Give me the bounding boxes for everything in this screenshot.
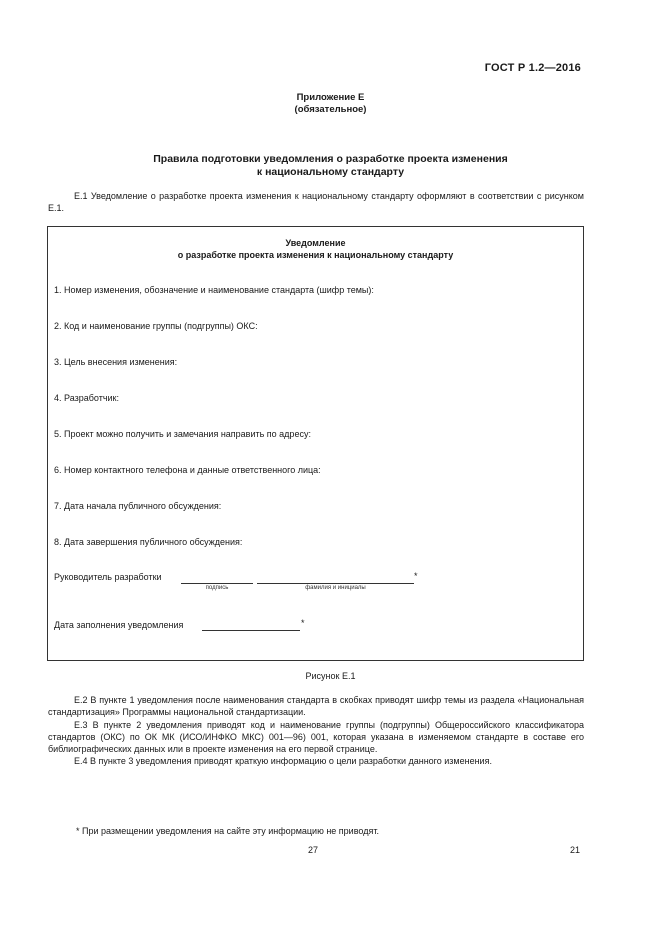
page-number-center: 27: [308, 845, 319, 855]
notice-item-6: 6. Номер контактного телефона и данные ответственного лица:: [54, 465, 321, 475]
notice-form: [47, 226, 584, 661]
signature-caption: подпись: [205, 585, 229, 591]
paragraph-e2: Е.2 В пункте 1 уведомления после наименования стандарта в скобках приводят шифр темы из раздела «Национальная стандартизация» Программы национальной стандартизации.: [48, 695, 584, 718]
page-number-right: 21: [570, 845, 581, 855]
notice-item-8: 8. Дата завершения публичного обсуждения:: [54, 537, 243, 547]
fill-date-asterisk: *: [301, 618, 305, 628]
section-title: [0, 153, 661, 179]
signature-label: Руководитель разработки: [54, 572, 162, 582]
fill-date-label: Дата заполнения уведомления: [54, 620, 184, 630]
notice-item-4: 4. Разработчик:: [54, 393, 119, 403]
intro-paragraph: [48, 190, 584, 215]
notice-item-2: 2. Код и наименование группы (подгруппы) ОКС:: [54, 321, 258, 331]
figure-caption: Рисунок Е.1: [305, 671, 356, 681]
notice-title-line2: о разработке проекта изменения к национальному стандарту: [177, 250, 454, 260]
notice-item-5: 5. Проект можно получить и замечания направить по адресу:: [54, 429, 311, 439]
notice-item-7: 7. Дата начала публичного обсуждения:: [54, 501, 222, 511]
appendix-note: (обязательное): [294, 104, 367, 115]
name-line: [257, 583, 414, 584]
notice-item-3: 3. Цель внесения изменения:: [54, 357, 178, 367]
paragraph-e4: Е.4 В пункте 3 уведомления приводят краткую информацию о цели разработки данного изменения.: [74, 756, 492, 767]
intro-text: Е.1 Уведомление о разработке проекта изменения к национальному стандарту оформляют в соответствии с рисунком Е.1.: [48, 191, 584, 214]
section-title-line1: Правила подготовки уведомления о разработке проекта изменения: [153, 153, 508, 165]
rules-paragraphs: [48, 694, 584, 768]
footnote: * При размещении уведомления на сайте эту информацию не приводят.: [76, 826, 379, 836]
appendix-heading: [0, 92, 661, 116]
signature-asterisk: *: [414, 571, 418, 581]
signature-line: [181, 583, 253, 584]
section-title-line2: к национальному стандарту: [256, 166, 405, 178]
standard-code: ГОСТ Р 1.2—2016: [484, 62, 581, 74]
appendix-title: Приложение Е: [296, 92, 365, 103]
fill-date-line: [202, 630, 300, 631]
notice-title: [48, 237, 583, 261]
paragraph-e3: Е.3 В пункте 2 уведомления приводят код и наименование группы (подгруппы) Общероссийского классификатора стандартов (ОКС) по ОК МК (ИСО/ИНФКО МКС) 001—96) 001, которая указана в изменяемом стандарте в составе его библиографических данных или в проекте изменения на его первой странице.: [48, 719, 584, 755]
name-caption: фамилия и инициалы: [305, 585, 366, 591]
notice-title-line1: Уведомление: [285, 238, 346, 248]
notice-item-1: 1. Номер изменения, обозначение и наименование стандарта (шифр темы):: [54, 285, 374, 295]
